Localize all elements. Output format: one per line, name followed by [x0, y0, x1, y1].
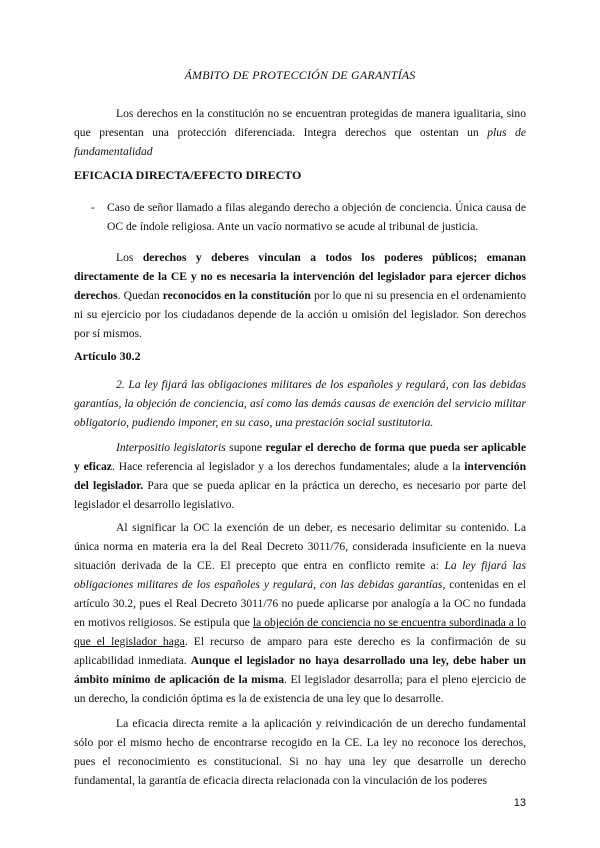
intro-paragraph	[74, 104, 526, 161]
section-heading-articulo: Artículo 30.2	[74, 349, 141, 363]
para4-t1: Al significar la OC la exención de un deber, es necesario delimitar su contenido. La única norma en materia era la del Real Decreto 3011/76, considerada insuficiente en la nueva situación derivada de la CE. El precepto que entra en conflicto remite a:	[74, 521, 526, 572]
para4-b1: Aunque el legislador no haya desarrollado una ley, debe haber un ámbito mínimo de aplicación de la misma	[74, 654, 526, 686]
para3-t1: supone	[225, 441, 266, 454]
para3-t3: Para que se pueda aplicar en la práctica un derecho, es necesario por parte del legislador el desarrollo legislativo.	[74, 479, 526, 511]
article-quote: 2. La ley fijará las obligaciones militares de los españoles y regulará, con las debidas garantías, la objeción de conciencia, así como las demás causas de exención del servicio militar obligatorio, pudiendo imponer, en su caso, una prestación social sustitutoria.	[74, 378, 526, 429]
para4-t3: . El recurso de amparo para este derecho es la confirmación de su aplicabilidad inmediata.	[74, 635, 526, 667]
page-number: 13	[513, 797, 526, 809]
para4-t2: , contenidas en el artículo 30.2, pues el Real Decreto 3011/76 no puede aplicarse por analogía a la OC no fundada en motivos religiosos. Se estipula que	[74, 578, 527, 629]
paragraph-eficacia-directa: La eficacia directa remite a la aplicación y reivindicación de un derecho fundamental sólo por el mismo hecho de encontrarse recogido en la CE. La ley no reconoce los derechos, pues el reconocimiento es constitucional. Si no hay una ley que desarrolle un derecho fundamental, la garantía de eficacia directa relacionada con la vinculación de los poderes	[74, 717, 526, 787]
intro-text: Los derechos en la constitución no se encuentran protegidas de manera igualitaria, sino que presentan una protección diferenciada. Integra derechos que ostentan un	[74, 107, 526, 139]
para4-t4: . El legislador desarrolla; para el pleno ejercicio de un derecho, la condición óptima es la de existencia de una ley que lo desarrolle.	[74, 673, 526, 705]
para3-b1: regular el derecho de forma que pueda ser aplicable y eficaz	[74, 441, 526, 473]
page-title: ÁMBITO DE PROTECCIÓN DE GARANTÍAS	[184, 68, 416, 82]
paragraph-objecion	[74, 518, 526, 708]
para2-b2: reconocidos en la constitución	[162, 289, 311, 302]
section-heading-eficacia: EFICACIA DIRECTA/EFECTO DIRECTO	[74, 168, 302, 182]
para2-t1: Los	[116, 251, 143, 264]
para2-b1: derechos y deberes vinculan a todos los poderes públicos; emanan directamente de la CE y no es necesaria la intervención del legislador para ejercer dichos derechos	[74, 251, 526, 302]
bullet-marker: -	[91, 201, 95, 214]
intro-italic: plus de fundamentalidad	[74, 126, 526, 158]
paragraph-derechos	[74, 248, 526, 343]
para3-t2: . Hace referencia al legislador y a los derechos fundamentales; alude a la	[111, 460, 465, 473]
para3-b2: intervención del legislador.	[74, 460, 527, 492]
para4-u1: la objeción de conciencia no se encuentra subordinada a lo que el legislador haga	[74, 616, 526, 648]
para2-t2: . Quedan	[117, 289, 163, 302]
para4-i1: La ley fijará las obligaciones militares de los españoles y regulará, con las debidas garantías	[74, 559, 526, 591]
para3-i1: Interpositio legislatoris	[116, 441, 226, 454]
paragraph-interpositio	[74, 438, 526, 514]
para2-t3: por lo que ni su presencia en el ordenamiento ni su ejercicio por los ciudadanos depende de la acción u omisión del legislador. Son derechos por sí mismos.	[74, 289, 526, 340]
bullet-text: Caso de señor llamado a filas alegando derecho a objeción de conciencia. Única causa de OC de índole religiosa. Ante un vacío normativo se acude al tribunal de justicia.	[107, 201, 526, 233]
